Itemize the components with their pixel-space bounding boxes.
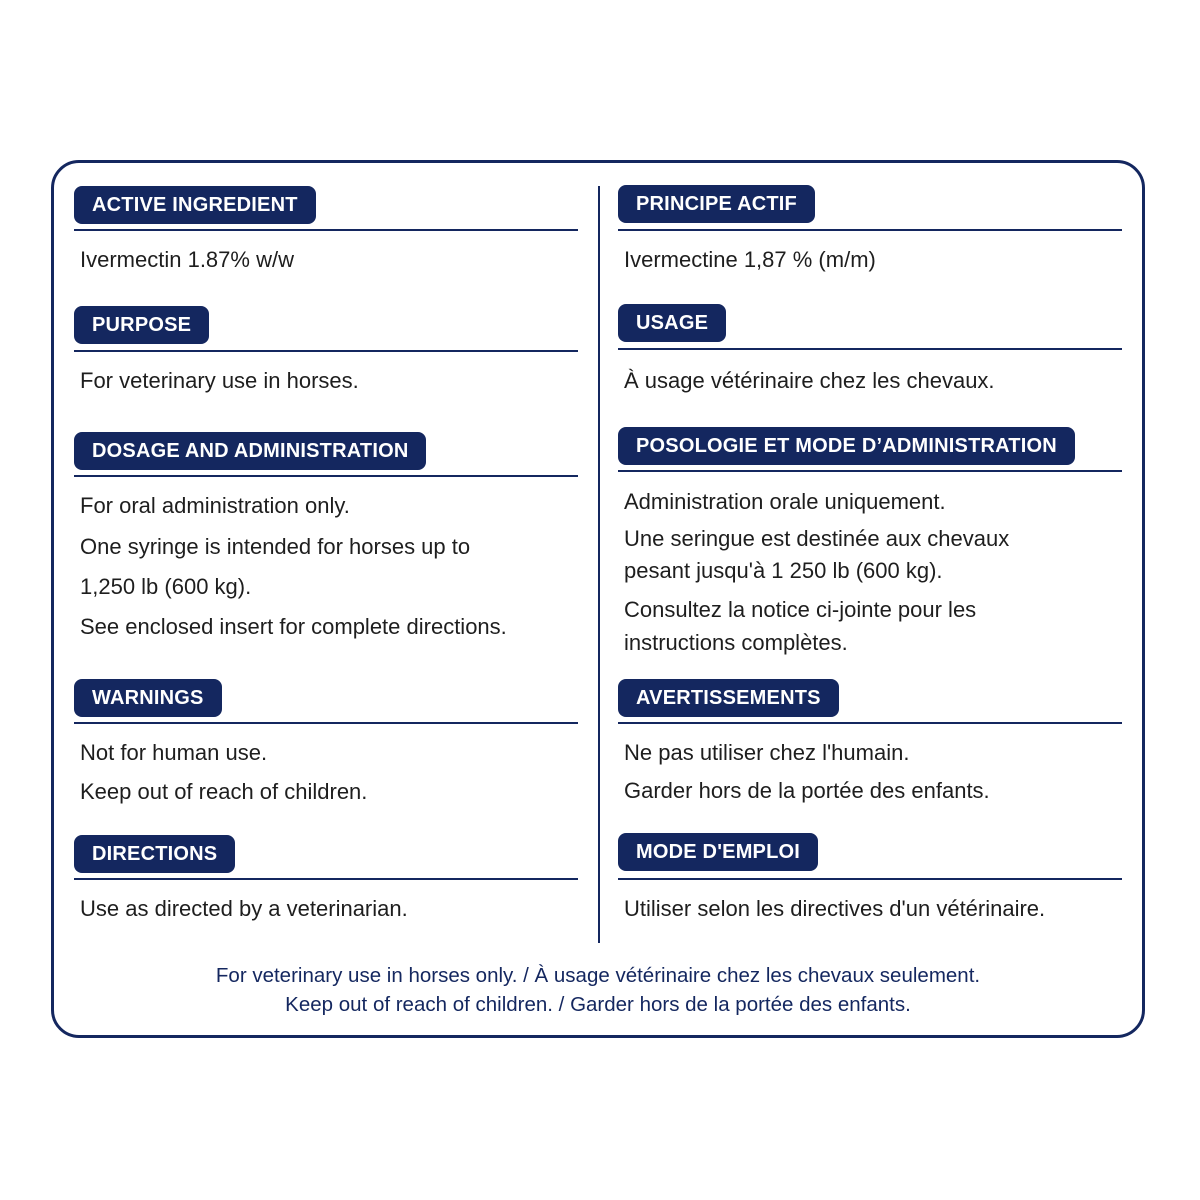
section-rule [618,722,1122,724]
heading-badge: MODE D'EMPLOI [618,833,818,871]
section-rule [74,350,578,352]
heading-badge: PURPOSE [74,306,209,344]
body-text: Keep out of reach of children. [80,779,368,804]
column-divider [598,186,600,943]
footer-line-2: Keep out of reach of children. / Garder hors de la portée des enfants. [285,993,911,1016]
section-rule [618,470,1122,472]
body-text: Ivermectin 1.87% w/w [80,247,294,272]
section-rule [74,229,578,231]
section-rule [618,878,1122,880]
body-text: For veterinary use in horses. [80,368,359,393]
body-text: Utiliser selon les directives d'un vétérinaire. [624,896,1046,921]
body-text: 1,250 lb (600 kg). [80,574,252,599]
section-rule [618,229,1122,231]
body-text: instructions complètes. [624,630,848,655]
section-rule [74,878,578,880]
heading-badge: DIRECTIONS [74,835,235,873]
section-rule [618,348,1122,350]
body-text: Administration orale uniquement. [624,489,946,514]
heading-badge: DOSAGE AND ADMINISTRATION [74,432,426,470]
body-text: For oral administration only. [80,493,350,518]
body-text: Not for human use. [80,740,268,765]
section-rule [74,475,578,477]
body-text: Consultez la notice ci-jointe pour les [624,597,977,622]
body-text: Ivermectine 1,87 % (m/m) [624,247,876,272]
heading-badge: POSOLOGIE ET MODE D’ADMINISTRATION [618,427,1075,465]
heading-badge: WARNINGS [74,679,222,717]
footer-line-1: For veterinary use in horses only. / À usage vétérinaire chez les chevaux seulement. [215,964,981,987]
section-rule [74,722,578,724]
body-text: Use as directed by a veterinarian. [80,896,408,921]
heading-badge: PRINCIPE ACTIF [618,185,815,223]
body-text: Ne pas utiliser chez l'humain. [624,740,910,765]
heading-badge: USAGE [618,304,726,342]
body-text: À usage vétérinaire chez les chevaux. [624,368,995,393]
heading-badge: AVERTISSEMENTS [618,679,839,717]
heading-badge: ACTIVE INGREDIENT [74,186,316,224]
body-text: One syringe is intended for horses up to [80,534,471,559]
body-text: Une seringue est destinée aux chevaux [624,526,1010,551]
body-text: See enclosed insert for complete directions. [80,614,507,639]
body-text: Garder hors de la portée des enfants. [624,778,990,803]
body-text: pesant jusqu'à 1 250 lb (600 kg). [624,558,943,583]
